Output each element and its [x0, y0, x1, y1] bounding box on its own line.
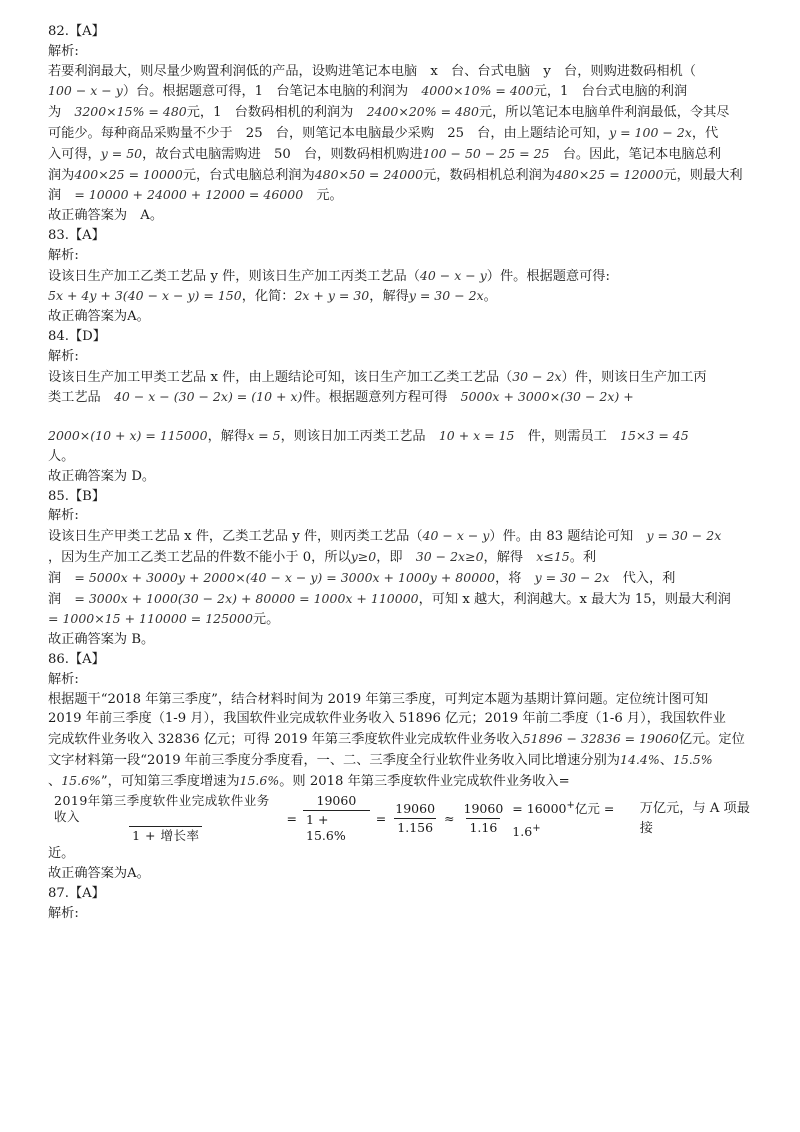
- formula: 40 − x − y: [419, 267, 487, 283]
- text: ，将: [495, 570, 535, 586]
- text: ”，可知第三季度增速为: [100, 773, 240, 789]
- q85-line: [48, 589, 754, 610]
- q86-fraction-formula: [48, 793, 754, 844]
- formula: 3200×15% = 480: [74, 104, 187, 120]
- text: ，故台式电脑需购进 50 台，则数码相机购进: [142, 146, 423, 162]
- formula: 15.6%: [239, 772, 280, 788]
- text: 元，台式电脑总利润为: [182, 167, 315, 183]
- approx-sign: ≈: [444, 811, 455, 827]
- text: ，因为生产加工乙类工艺品的件数不能小于 0，所以: [48, 549, 351, 565]
- text: 润: [48, 188, 75, 204]
- text: ，解得: [207, 429, 248, 445]
- text: 可能少。每种商品采购量不少于 25 台，则笔记本电脑最少采购 25 台，由上题结论可知，: [48, 125, 610, 141]
- text: ，代: [691, 125, 719, 141]
- fraction-denominator: 1.16: [466, 818, 500, 836]
- text: ）件，则该日生产加工丙: [561, 369, 707, 385]
- q83-label: 83.【A】: [48, 227, 105, 243]
- q86-answer: 故正确答案为A。: [48, 866, 150, 882]
- formula: = 3000x + 1000(30 − 2x) + 80000 = 1000x + 110000: [74, 590, 419, 606]
- text: 亿元。定位: [678, 732, 745, 748]
- text: 设该日生产加工甲类工艺品 x 件，由上题结论可知，该日生产加工乙类工艺品（: [48, 369, 513, 385]
- text: 润: [48, 591, 75, 607]
- q84-label: 84.【D】: [48, 328, 106, 344]
- q84-line: [48, 387, 754, 408]
- text: 。利: [569, 549, 597, 565]
- text: 。则 2018 年第三季度软件业完成软件业务收入=: [279, 773, 570, 789]
- q82-line: [48, 123, 754, 144]
- formula: y = 30 − 2x: [534, 569, 610, 585]
- text: 类工艺品: [48, 390, 114, 406]
- formula: 100 − 50 − 25 = 25: [422, 145, 550, 161]
- equals-sign: =: [286, 811, 298, 827]
- text: 元，数码相机总利润为: [423, 167, 555, 183]
- formula: 40 − x − (30 − 2x) = (10 + x): [113, 389, 303, 405]
- fraction-denominator: 1 + 15.6%: [303, 810, 370, 844]
- q86-line: [48, 771, 754, 792]
- text: ，解得: [369, 289, 409, 305]
- q86-line: [48, 729, 754, 750]
- q82-label: 82.【A】: [48, 24, 105, 39]
- text: 件。根据题意列方程可得: [302, 390, 461, 406]
- text: 入可得，: [48, 146, 101, 162]
- formula: x≤15: [536, 548, 570, 564]
- text: 件，则需员工: [514, 429, 621, 445]
- q83-line: [48, 286, 754, 307]
- fraction: [392, 801, 438, 836]
- q87-jiexi: 解析:: [48, 905, 79, 921]
- formula: 400×25 = 10000: [74, 166, 183, 182]
- formula: 14.4%: [620, 751, 660, 767]
- text: ）件。由 83 题结论可知: [489, 529, 647, 545]
- spacer: [48, 408, 754, 426]
- text: 设该日生产加工乙类工艺品 y 件，则该日生产加工丙类工艺品（: [48, 268, 420, 284]
- fraction-denominator: 1 + 增长率: [129, 826, 202, 844]
- text: 元。: [303, 188, 343, 204]
- text: ，可知 x 越大，利润越大。x 最大为 15，则最大利润: [418, 591, 731, 607]
- formula: 40 − x − y: [422, 528, 490, 544]
- fraction-numerator: 19060: [395, 801, 436, 817]
- formula: = 5000x + 3000y + 2000×(40 − x − y) = 3000x + 1000y + 80000: [74, 569, 496, 585]
- q85-label: 85.【B】: [48, 488, 106, 504]
- q84-jiexi: 解析:: [48, 348, 79, 364]
- text: 完成软件业务收入 32836 亿元；可得 2019 年第三季度软件业完成软件业务收入: [48, 732, 523, 748]
- formula: = 10000 + 24000 + 12000 = 46000: [74, 187, 304, 203]
- fraction-numerator: 19060: [316, 793, 357, 809]
- q85-jiexi: 解析:: [48, 508, 79, 524]
- text: 万亿元，与 A 项最接: [639, 801, 750, 836]
- q84-line: 人。: [48, 448, 75, 464]
- text: 元，1 台台式电脑的利润: [533, 84, 688, 100]
- answer-document: [48, 22, 754, 924]
- fraction-numerator: 2019年第三季度软件业完成软件业务收入: [54, 793, 270, 825]
- text: ）台。根据题意可得，1 台笔记本电脑的利润为: [122, 84, 422, 100]
- formula: 10 + x = 15: [438, 428, 515, 444]
- text: 元，所以笔记本电脑单件利润最低，令其尽: [478, 105, 730, 121]
- q85-line: [48, 609, 754, 630]
- plus-superscript: +: [566, 800, 575, 812]
- text: ）件。根据题意可得:: [486, 268, 610, 284]
- plus-superscript: +: [532, 822, 541, 834]
- fraction-denominator: 1.156: [394, 818, 436, 836]
- result: [512, 796, 636, 842]
- q84-line: [48, 426, 754, 447]
- q83-answer: 故正确答案为A。: [48, 309, 150, 325]
- q86-line: 2019 年前三季度（1-9 月），我国软件业完成软件业务收入 51896 亿元；2019 年前二季度（1-6 月），我国软件业: [48, 711, 726, 727]
- q83-line: [48, 266, 754, 287]
- q85-line: [48, 547, 754, 568]
- formula: y = 50: [100, 145, 143, 161]
- text: 文字材料第一段“2019 年前三季度分季度看，一、二、三季度全行业软件业务收入同比增速分别为: [48, 752, 620, 768]
- text: 台。因此，笔记本电脑总利: [549, 146, 721, 162]
- formula: 5x + 4y + 3(40 − x − y) = 150: [48, 288, 242, 304]
- q82-line: [48, 165, 754, 186]
- fraction: [51, 793, 281, 844]
- formula: 100 − x − y: [48, 83, 123, 99]
- result-value: = 16000: [512, 801, 567, 817]
- text: 润: [48, 570, 75, 586]
- formula: y = 100 − 2x: [609, 124, 692, 140]
- text: 设该日生产甲类工艺品 x 件，乙类工艺品 y 件，则丙类工艺品（: [48, 529, 423, 545]
- q82-line: [48, 185, 754, 206]
- q82-line: [48, 81, 754, 102]
- formula: x = 5: [247, 428, 281, 444]
- formula: 30 − 2x: [512, 368, 562, 384]
- q85-line: [48, 526, 754, 547]
- text: 为: [48, 105, 75, 121]
- formula: 2000×(10 + x) = 115000: [48, 428, 208, 444]
- formula: = 1000×15 + 110000 = 125000: [48, 611, 253, 627]
- fraction-numerator: 19060: [463, 801, 504, 817]
- formula: 15×3 = 45: [620, 428, 689, 444]
- equals-sign: =: [375, 811, 387, 827]
- formula: 51896 − 32836 = 19060: [522, 731, 679, 747]
- formula: 15.6%: [61, 772, 101, 788]
- formula: y = 30 − 2x: [646, 528, 722, 544]
- text: ，化简：: [241, 289, 295, 305]
- fraction: [461, 801, 507, 836]
- formula: 4000×10% = 400: [421, 83, 534, 99]
- q85-line: [48, 568, 754, 589]
- q86-line: 近。: [48, 846, 75, 862]
- text: ，即: [376, 549, 416, 565]
- text: 代入，利: [609, 570, 676, 586]
- text: 、: [659, 752, 673, 768]
- formula: 5000x + 3000×(30 − 2x) +: [460, 389, 634, 405]
- result-unit: 亿元 = 1.6: [512, 801, 615, 840]
- text: 。: [483, 289, 497, 305]
- q83-jiexi: 解析:: [48, 247, 79, 263]
- formula: 2x + y = 30: [294, 288, 370, 304]
- text: 元，则最大利: [663, 167, 743, 183]
- q82-line: [48, 102, 754, 123]
- formula: 480×25 = 12000: [555, 166, 664, 182]
- q84-answer: 故正确答案为 D。: [48, 468, 156, 484]
- formula: 15.5%: [672, 751, 713, 767]
- q85-answer: 故正确答案为 B。: [48, 632, 155, 648]
- q82-answer: 故正确答案为 A。: [48, 208, 164, 224]
- q82-line: 若要利润最大，则尽量少购置利润低的产品，设购进笔记本电脑 x 台、台式电脑 y 台，则购进数码相机（: [48, 63, 696, 79]
- text: 润为: [48, 167, 75, 183]
- q86-line: 根据题干“2018 年第三季度”，结合材料时间为 2019 年第三季度，可判定本题为基期计算问题。定位统计图可知: [48, 691, 709, 707]
- q86-label: 86.【A】: [48, 651, 105, 667]
- formula: y = 30 − 2x: [408, 288, 484, 304]
- q82-jiexi: 解析:: [48, 43, 79, 59]
- text: 元，1 台数码相机的利润为: [186, 105, 367, 121]
- formula: 2400×20% = 480: [366, 104, 479, 120]
- text: ，则该日加工丙类工艺品: [280, 429, 439, 445]
- text: ，解得: [483, 549, 537, 565]
- formula: y≥0: [350, 548, 377, 564]
- q86-jiexi: 解析:: [48, 671, 79, 687]
- q87-label: 87.【A】: [48, 886, 105, 902]
- text: 元。: [252, 612, 280, 628]
- q82-line: [48, 144, 754, 165]
- q86-line: [48, 750, 754, 771]
- fraction: [303, 793, 370, 844]
- formula: 30 − 2x≥0: [415, 548, 484, 564]
- formula: 480×50 = 24000: [314, 166, 424, 182]
- q84-line: [48, 367, 754, 388]
- text: 、: [48, 773, 62, 789]
